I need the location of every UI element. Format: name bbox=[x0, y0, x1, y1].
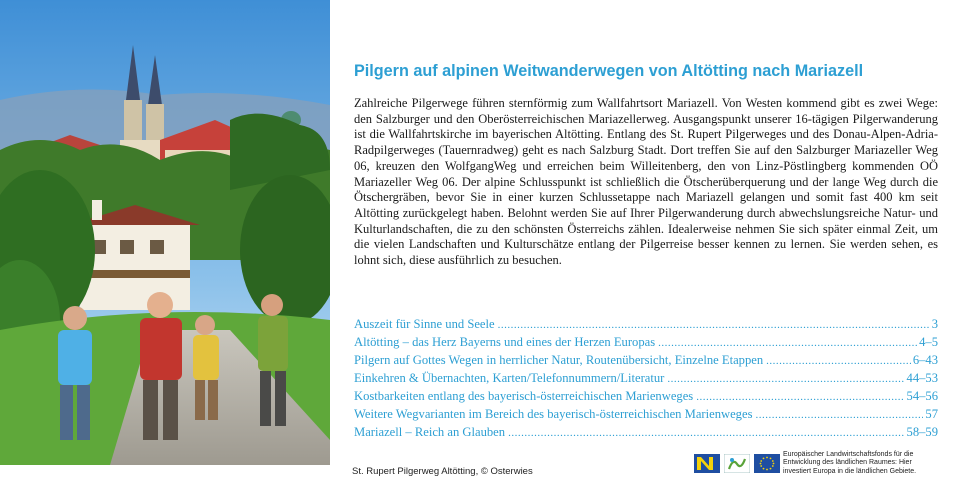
toc-entry-title: Mariazell – Reich an Glauben bbox=[354, 425, 506, 439]
toc-leader bbox=[696, 391, 904, 403]
toc-entry-title: Pilgern auf Gottes Wegen in herrlicher Natur, Routenübersicht, Einzelne Etappen bbox=[354, 353, 764, 367]
toc-entry-page: 4–5 bbox=[919, 335, 938, 349]
toc-entry-title: Kostbarkeiten entlang des bayerisch-österreichischen Marienweges bbox=[354, 389, 694, 403]
lower-austria-logo bbox=[694, 454, 720, 473]
toc-entry-page: 3 bbox=[931, 317, 938, 331]
funding-line: Europäischer Landwirtschaftsfonds für die bbox=[783, 451, 914, 458]
intro-paragraph: Zahlreiche Pilgerwege führen sternförmig zum Wallfahrtsort Mariazell. Von Westen kommend gibt es zwei Wege: den Salzburger und den Oberösterreichischen Mariazellerweg. Ausgangspunkt unserer 16-tägigen Pilgerwanderung ist die Wallfahrtskirche im bayerischen Altötting. Entlang des St. Rupert Pilgerweges und des Donau-Alpen-Adria-Radpilgerweges (Tauernradweg) geht es nach Salzburg Stadt. Dort treffen Sie auf den Salzburger Mariazeller Weg 06, kreuzen den WolfgangWeg und erreichen beim Willeitenberg, den von Linz-Pöstlingberg kommenden OÖ Mariazeller Weg 06. Der alpine Schlusspunkt ist schließlich die Ötscherüberquerung und der lange Weg durch die Ötschergräben, bevor Sie in einer kurzen Schlussetappe nach Mariazell gelangen und somit fast 400 km seit Altötting zurückgelegt haben. Belohnt werden Sie auf Ihrer Pilgerwanderung durch abwechslungsreiche Natur- und Kulturlandschaften, die zu den schönsten Österreichs zählen. Idealerweise nehmen Sie sich später einmal Zeit, um die vielen Landschaften und Kulturschätze entlang der Pilgerreise besser kennen zu lernen. Sie werden sehen, es lohnt sich, diese ausführlich zu besuchen. bbox=[354, 96, 938, 268]
toc-leader bbox=[766, 355, 911, 367]
toc-entry-page: 57 bbox=[925, 407, 938, 421]
toc-entry[interactable] bbox=[354, 407, 938, 425]
toc-leader bbox=[658, 337, 917, 349]
toc-entry-page: 6–43 bbox=[912, 353, 938, 367]
hero-photo bbox=[0, 0, 330, 465]
toc-entry-title: Weitere Wegvarianten im Bereich des bayerisch-österreichischen Marienweges bbox=[354, 407, 753, 421]
toc-entry[interactable] bbox=[354, 371, 938, 389]
toc-entry[interactable] bbox=[354, 335, 938, 353]
table-of-contents bbox=[354, 317, 938, 443]
photo-caption: St. Rupert Pilgerweg Altötting, © Osterwies bbox=[352, 466, 533, 477]
pilgrims-photo bbox=[0, 0, 330, 465]
toc-entry-title: Auszeit für Sinne und Seele bbox=[354, 317, 495, 331]
toc-entry[interactable] bbox=[354, 425, 938, 443]
eu-flag-icon bbox=[754, 454, 780, 473]
toc-leader bbox=[667, 373, 904, 385]
leader-logo bbox=[724, 454, 750, 473]
toc-entry-page: 44–53 bbox=[906, 371, 938, 385]
toc-entry-page: 54–56 bbox=[906, 389, 938, 403]
toc-leader bbox=[498, 319, 930, 331]
funding-notice bbox=[783, 451, 943, 476]
funding-line: investiert Europa in die ländlichen Gebiete. bbox=[783, 467, 917, 475]
toc-entry[interactable] bbox=[354, 353, 938, 371]
funding-logos bbox=[694, 454, 780, 473]
toc-entry[interactable] bbox=[354, 389, 938, 407]
toc-entry-title: Altötting – das Herz Bayerns und eines der Herzen Europas bbox=[354, 335, 656, 349]
toc-entry[interactable] bbox=[354, 317, 938, 335]
toc-entry-page: 58–59 bbox=[906, 425, 938, 439]
toc-leader bbox=[755, 409, 923, 421]
toc-entry-title: Einkehren & Übernachten, Karten/Telefonnummern/Literatur bbox=[354, 371, 665, 385]
funding-line: Entwicklung des ländlichen Raumes: Hier bbox=[783, 459, 912, 467]
toc-leader bbox=[508, 427, 904, 439]
page-title: Pilgern auf alpinen Weitwanderwegen von Altötting nach Mariazell bbox=[354, 62, 864, 80]
